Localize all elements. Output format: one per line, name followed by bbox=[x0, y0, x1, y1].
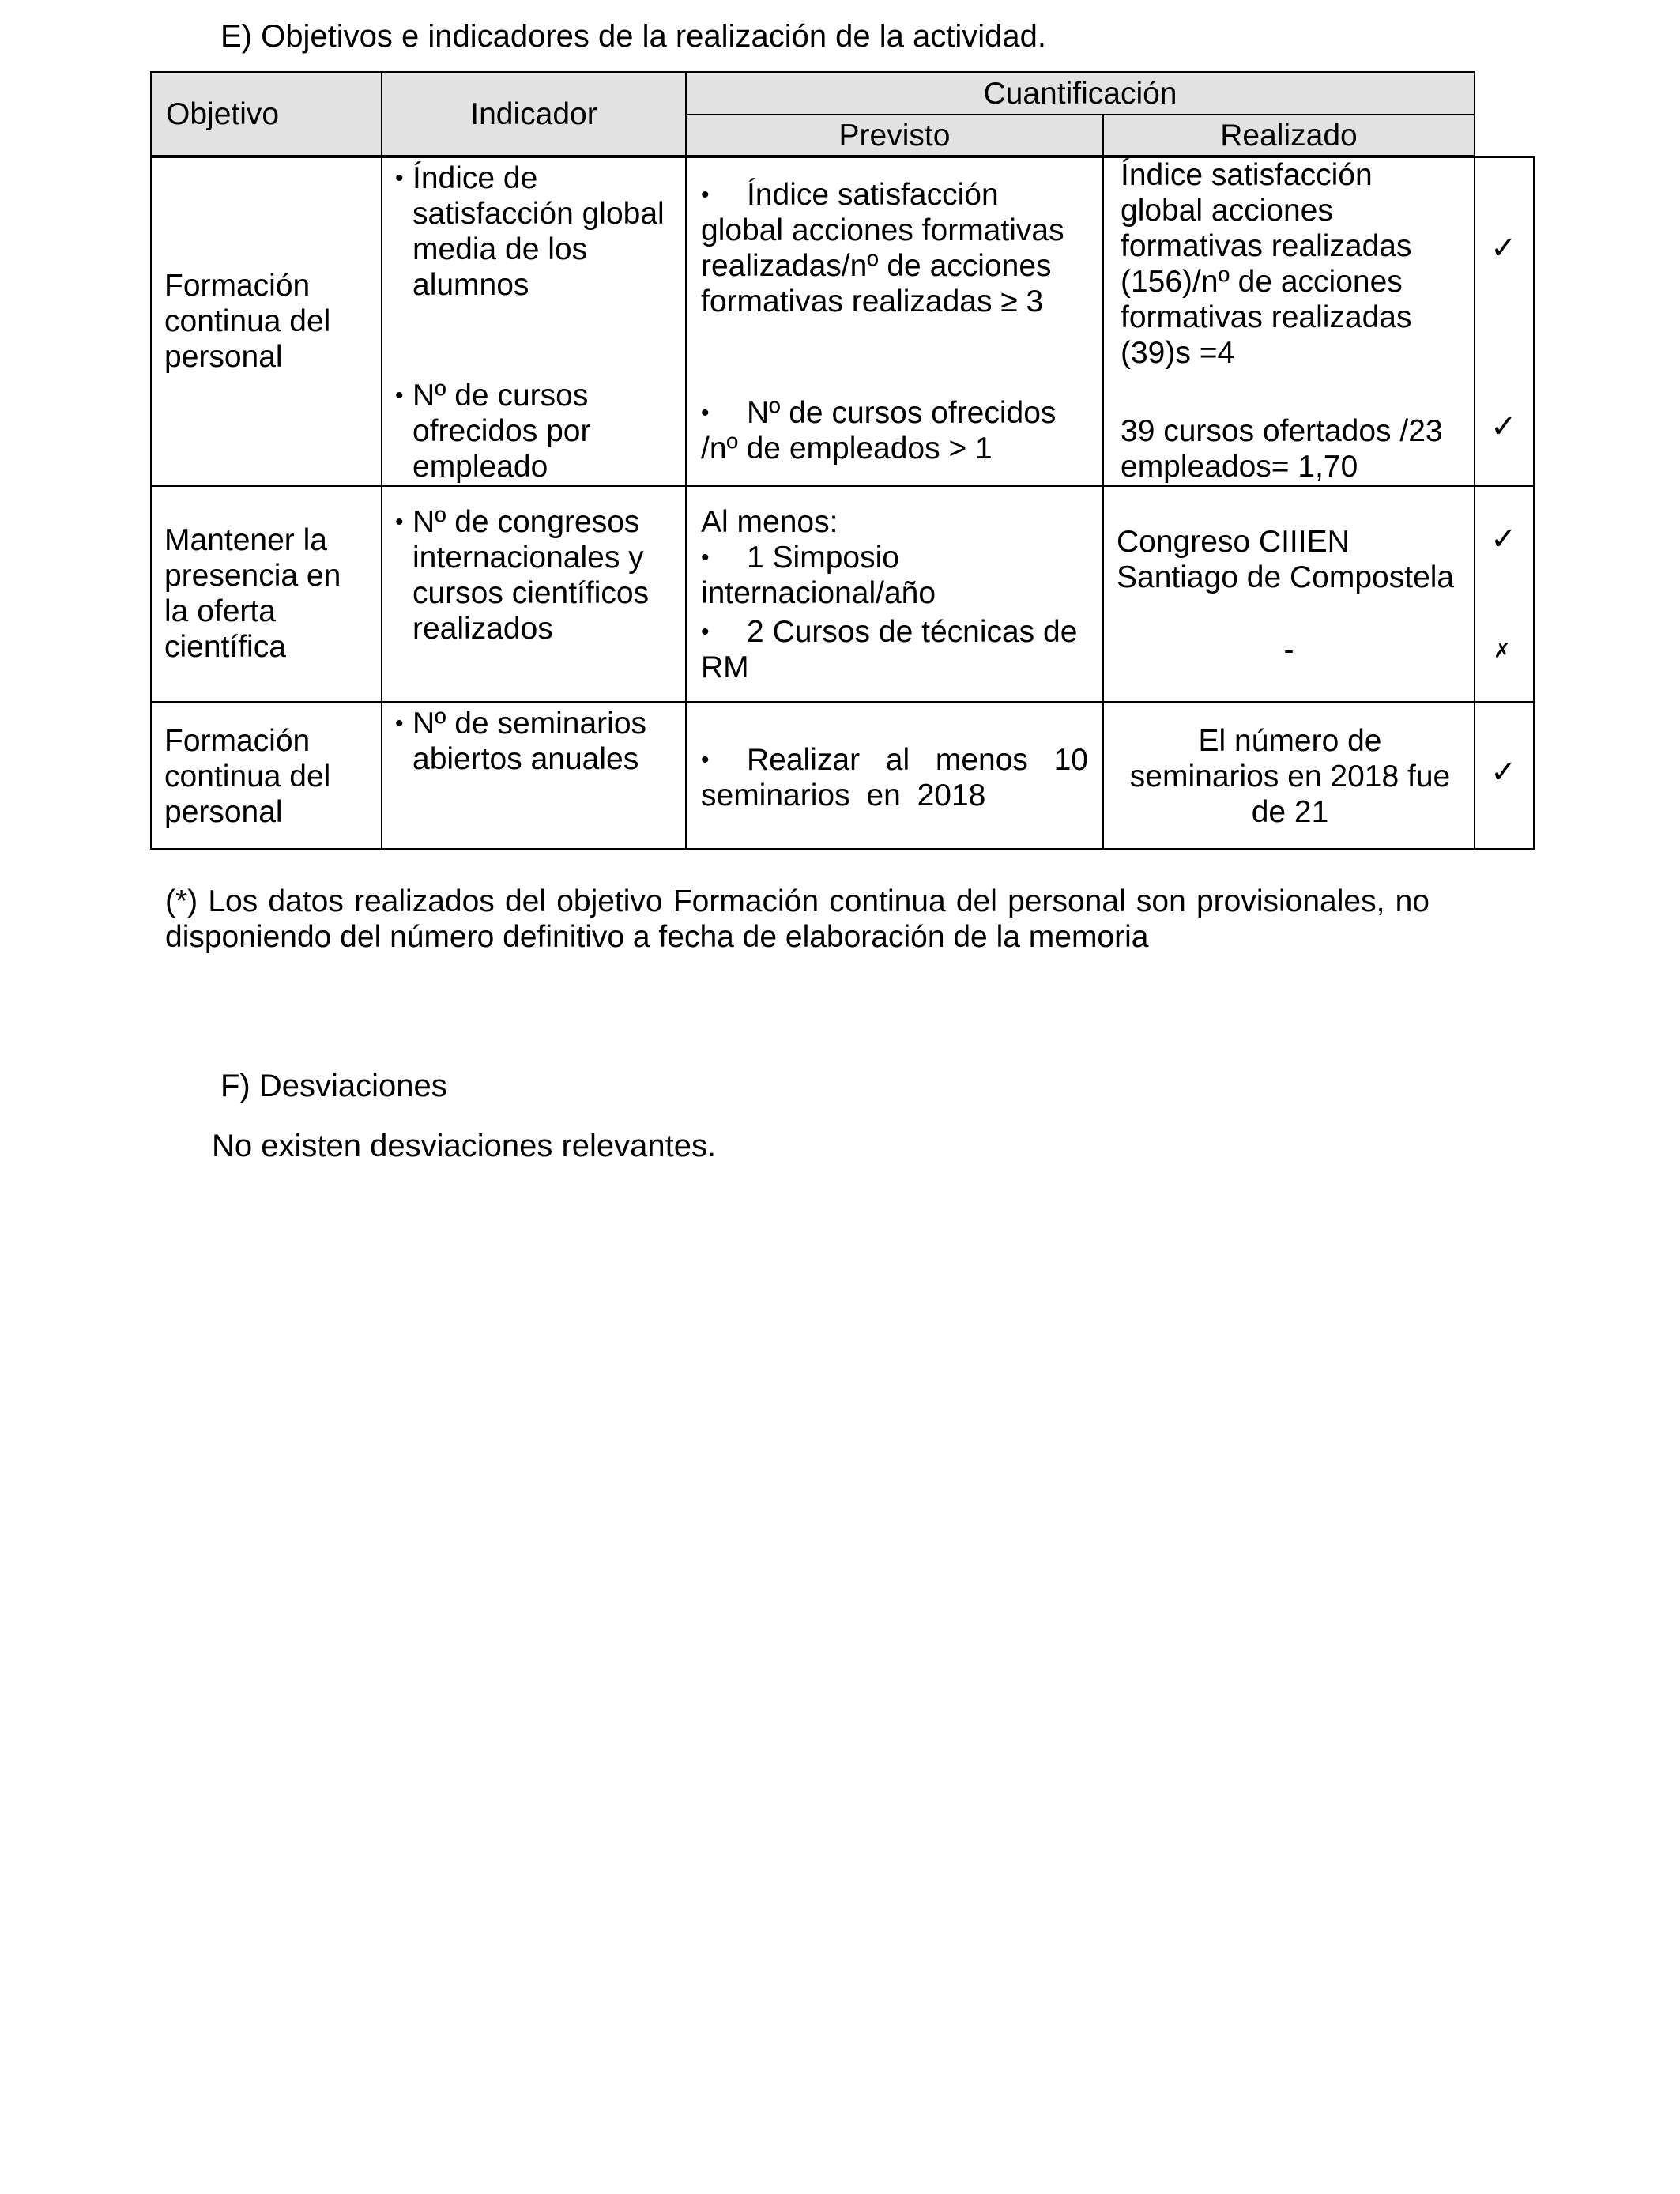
header-realizado bbox=[1102, 114, 1475, 156]
header-realizado-label: Realizado bbox=[1220, 119, 1358, 153]
section-f-title: F) Desviaciones bbox=[220, 1069, 447, 1103]
bullet-icon: • bbox=[395, 509, 404, 535]
row1-realizado-1: Índice satisfacción global acciones formativas realizadas (156)/nº de acciones formativas realizadas (39)s =4 bbox=[1121, 158, 1412, 370]
row2-previsto-2: • 2 Cursos de técnicas de RM bbox=[701, 615, 1078, 684]
row1-objetivo: Formación continua del personal bbox=[164, 269, 331, 374]
row1-previsto-1: • Índice satisfacción global acciones formativas realizadas/nº de acciones formativas realizadas ≥ 3 bbox=[701, 178, 1064, 319]
row3-realizado-1: El número de seminarios en 2018 fue de 21 bbox=[1129, 724, 1451, 829]
section-f-body: No existen desviaciones relevantes. bbox=[212, 1129, 717, 1163]
header-indicador bbox=[381, 71, 687, 156]
header-cuantificacion-label: Cuantificación bbox=[983, 77, 1177, 111]
row1-previsto-2: • Nº de cursos ofrecidos /nº de empleados > 1 bbox=[701, 396, 1057, 466]
bullet-icon: • bbox=[395, 165, 404, 191]
header-previsto bbox=[685, 114, 1104, 156]
check-icon: ✓ bbox=[1490, 409, 1517, 445]
row2-realizado-2: - bbox=[1283, 633, 1294, 667]
header-cuantificacion bbox=[685, 71, 1475, 115]
header-previsto-label: Previsto bbox=[838, 119, 951, 153]
bullet-icon: • bbox=[701, 545, 710, 571]
row1-indicador-1: • Índice de satisfacción global media de los alumnos bbox=[395, 161, 665, 302]
bullet-icon: • bbox=[395, 711, 404, 737]
row2-indicador-1: • Nº de congresos internacionales y cursos científicos realizados bbox=[395, 505, 650, 646]
row3-previsto-1: • Realizar al menos 10 seminarios en 2018 bbox=[701, 743, 1088, 812]
bullet-icon: • bbox=[701, 747, 710, 773]
header-objetivo bbox=[150, 71, 382, 156]
cross-icon: ✗ bbox=[1494, 639, 1511, 663]
check-icon: ✓ bbox=[1490, 521, 1517, 557]
row2-previsto-1: • 1 Simposio internacional/año bbox=[701, 541, 936, 610]
row3-objetivo: Formación continua del personal bbox=[164, 724, 331, 829]
header-objetivo-label: Objetivo bbox=[166, 97, 280, 131]
row2-realizado-1: Congreso CIIIEN Santiago de Compostela bbox=[1117, 525, 1455, 594]
header-indicador-label: Indicador bbox=[470, 97, 597, 131]
bullet-icon: • bbox=[395, 383, 404, 409]
bullet-icon: • bbox=[701, 619, 710, 645]
row2-objetivo: Mantener la presencia en la oferta científica bbox=[164, 523, 341, 664]
check-icon: ✓ bbox=[1490, 230, 1517, 266]
check-icon: ✓ bbox=[1490, 754, 1517, 790]
row2-previsto-intro: Al menos: bbox=[701, 505, 838, 539]
bullet-icon: • bbox=[701, 182, 710, 208]
row3-indicador-1: • Nº de seminarios abiertos anuales bbox=[395, 707, 647, 776]
bullet-icon: • bbox=[701, 400, 710, 426]
section-e-title: E) Objetivos e indicadores de la realización de la actividad. bbox=[220, 19, 1047, 54]
row1-indicador-2: • Nº de cursos ofrecidos por empleado bbox=[395, 379, 591, 484]
row1-realizado-2: 39 cursos ofertados /23 empleados= 1,70 bbox=[1121, 414, 1443, 484]
footnote: (*) Los datos realizados del objetivo Formación continua del personal son provisionales, no disponiendo del número definitivo a fecha de elaboración de la memoria bbox=[165, 884, 1430, 954]
